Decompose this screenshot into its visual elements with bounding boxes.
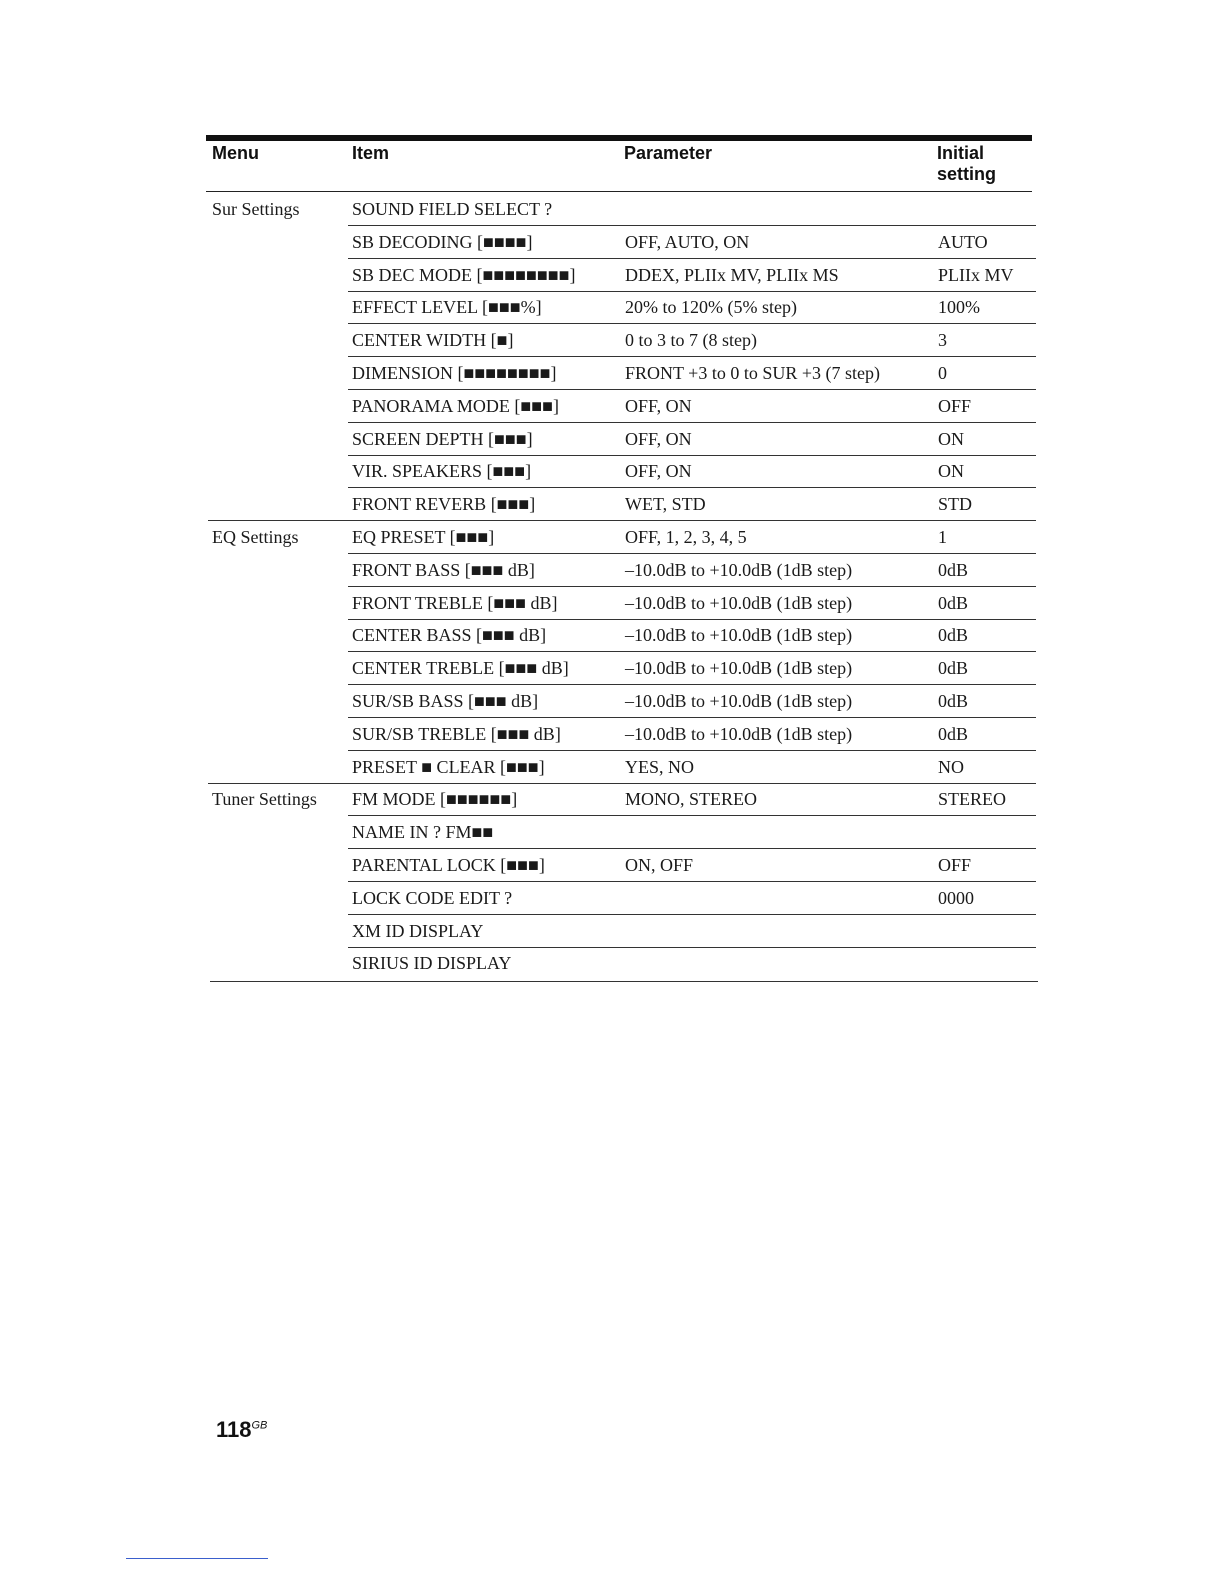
table-row: [0, 521, 1224, 554]
table-row: [0, 259, 1224, 292]
item-cell: FRONT TREBLE [■■■ dB]: [352, 592, 558, 613]
table-row: [0, 947, 1224, 980]
initial-setting-cell: NO: [938, 756, 964, 777]
table-bottom-rule: [210, 981, 1038, 982]
page-number-suffix: GB: [251, 1419, 268, 1432]
table-row: [0, 291, 1224, 324]
header-menu: Menu: [212, 143, 259, 163]
initial-setting-cell: 0dB: [938, 559, 969, 580]
header-initial-line1: Initial: [937, 143, 985, 163]
parameter-cell: OFF, ON: [625, 461, 692, 482]
item-cell: DIMENSION [■■■■■■■■]: [352, 363, 557, 383]
item-cell: LOCK CODE EDIT ?: [352, 887, 513, 908]
parameter-cell: YES, NO: [625, 756, 695, 777]
table-row: [0, 685, 1224, 718]
item-cell: CENTER TREBLE [■■■ dB]: [352, 658, 569, 679]
table-row: [0, 554, 1224, 587]
parameter-cell: DDEX, PLIIx MV, PLIIx MS: [625, 264, 839, 285]
initial-setting-cell: 3: [938, 330, 947, 351]
table-row: [0, 652, 1224, 685]
table-row: [0, 849, 1224, 882]
item-cell: FRONT REVERB [■■■]: [352, 494, 536, 515]
parameter-cell: ON, OFF: [625, 855, 694, 875]
header-item: Item: [352, 143, 390, 163]
item-cell: CENTER BASS [■■■ dB]: [352, 625, 547, 646]
parameter-cell: OFF, ON: [625, 428, 692, 449]
parameter-cell: WET, STD: [625, 494, 706, 515]
initial-setting-cell: STEREO: [938, 789, 1007, 810]
table-row: [0, 226, 1224, 259]
initial-setting-cell: 0000: [938, 887, 974, 908]
initial-setting-cell: OFF: [938, 395, 972, 416]
initial-setting-cell: 0dB: [938, 723, 969, 744]
initial-setting-cell: OFF: [938, 855, 972, 875]
initial-setting-cell: ON: [938, 461, 964, 482]
initial-setting-cell: 1: [938, 527, 947, 547]
parameter-cell: 20% to 120% (5% step): [625, 297, 797, 318]
item-cell: EFFECT LEVEL [■■■%]: [352, 297, 542, 318]
item-cell: XM ID DISPLAY: [352, 920, 484, 941]
table-row: [0, 357, 1224, 390]
initial-setting-cell: 0dB: [938, 625, 969, 646]
parameter-cell: –10.0dB to +10.0dB (1dB step): [625, 592, 853, 613]
parameter-cell: –10.0dB to +10.0dB (1dB step): [625, 559, 853, 580]
item-cell: SOUND FIELD SELECT ?: [352, 199, 553, 219]
table-row: [0, 488, 1224, 521]
item-cell: SB DECODING [■■■■]: [352, 231, 533, 252]
parameter-cell: MONO, STEREO: [625, 789, 758, 810]
table-row: [0, 882, 1224, 915]
initial-setting-cell: 0: [938, 363, 947, 383]
table-row: [0, 718, 1224, 751]
item-cell: NAME IN ? FM■■: [352, 822, 494, 843]
table-row: [0, 587, 1224, 620]
table-row: [0, 423, 1224, 456]
item-cell: FRONT BASS [■■■ dB]: [352, 559, 535, 580]
item-cell: VIR. SPEAKERS [■■■]: [352, 461, 532, 482]
parameter-cell: OFF, 1, 2, 3, 4, 5: [625, 527, 747, 547]
table-row: [0, 390, 1224, 423]
page-number: [216, 1417, 267, 1443]
page-number-value: 118: [216, 1417, 252, 1442]
parameter-cell: –10.0dB to +10.0dB (1dB step): [625, 691, 853, 711]
initial-setting-cell: STD: [938, 494, 973, 515]
table-row: [0, 816, 1224, 849]
table-row: [0, 751, 1224, 784]
initial-setting-cell: AUTO: [938, 231, 988, 252]
item-cell: SUR/SB TREBLE [■■■ dB]: [352, 723, 561, 744]
item-cell: SB DEC MODE [■■■■■■■■]: [352, 264, 576, 285]
item-cell: EQ PRESET [■■■]: [352, 527, 495, 547]
item-cell: CENTER WIDTH [■]: [352, 330, 514, 351]
footer-line: [126, 1558, 268, 1559]
parameter-cell: OFF, ON: [625, 395, 692, 416]
item-cell: SIRIUS ID DISPLAY: [352, 953, 512, 974]
initial-setting-cell: 0dB: [938, 592, 969, 613]
table-row: [0, 324, 1224, 357]
parameter-cell: –10.0dB to +10.0dB (1dB step): [625, 723, 853, 744]
initial-setting-cell: ON: [938, 428, 964, 449]
initial-setting-cell: PLIIx MV: [938, 264, 1014, 285]
table-row: [0, 193, 1224, 226]
menu-cell: Sur Settings: [212, 199, 300, 219]
table-row: [0, 619, 1224, 652]
parameter-cell: FRONT +3 to 0 to SUR +3 (7 step): [625, 363, 880, 383]
item-cell: SCREEN DEPTH [■■■]: [352, 428, 533, 449]
menu-cell: EQ Settings: [212, 527, 299, 547]
header-initial-line2: setting: [937, 164, 997, 184]
item-cell: PRESET ■ CLEAR [■■■]: [352, 756, 545, 777]
menu-cell: Tuner Settings: [212, 789, 317, 810]
table-top-rule: [206, 135, 1032, 141]
initial-setting-cell: 0dB: [938, 658, 969, 679]
parameter-cell: –10.0dB to +10.0dB (1dB step): [625, 658, 853, 679]
header-parameter: Parameter: [624, 143, 713, 163]
header-rule: [206, 191, 1032, 192]
initial-setting-cell: 0dB: [938, 691, 969, 711]
table-row: [0, 915, 1224, 948]
item-cell: PANORAMA MODE [■■■]: [352, 395, 559, 416]
item-cell: FM MODE [■■■■■■]: [352, 789, 518, 810]
table-row: [0, 455, 1224, 488]
header-initial-setting: [937, 143, 996, 185]
parameter-cell: 0 to 3 to 7 (8 step): [625, 330, 757, 351]
table-row: [0, 783, 1224, 816]
initial-setting-cell: 100%: [938, 297, 980, 318]
item-cell: PARENTAL LOCK [■■■]: [352, 855, 545, 875]
item-cell: SUR/SB BASS [■■■ dB]: [352, 691, 539, 711]
parameter-cell: –10.0dB to +10.0dB (1dB step): [625, 625, 853, 646]
parameter-cell: OFF, AUTO, ON: [625, 231, 750, 252]
